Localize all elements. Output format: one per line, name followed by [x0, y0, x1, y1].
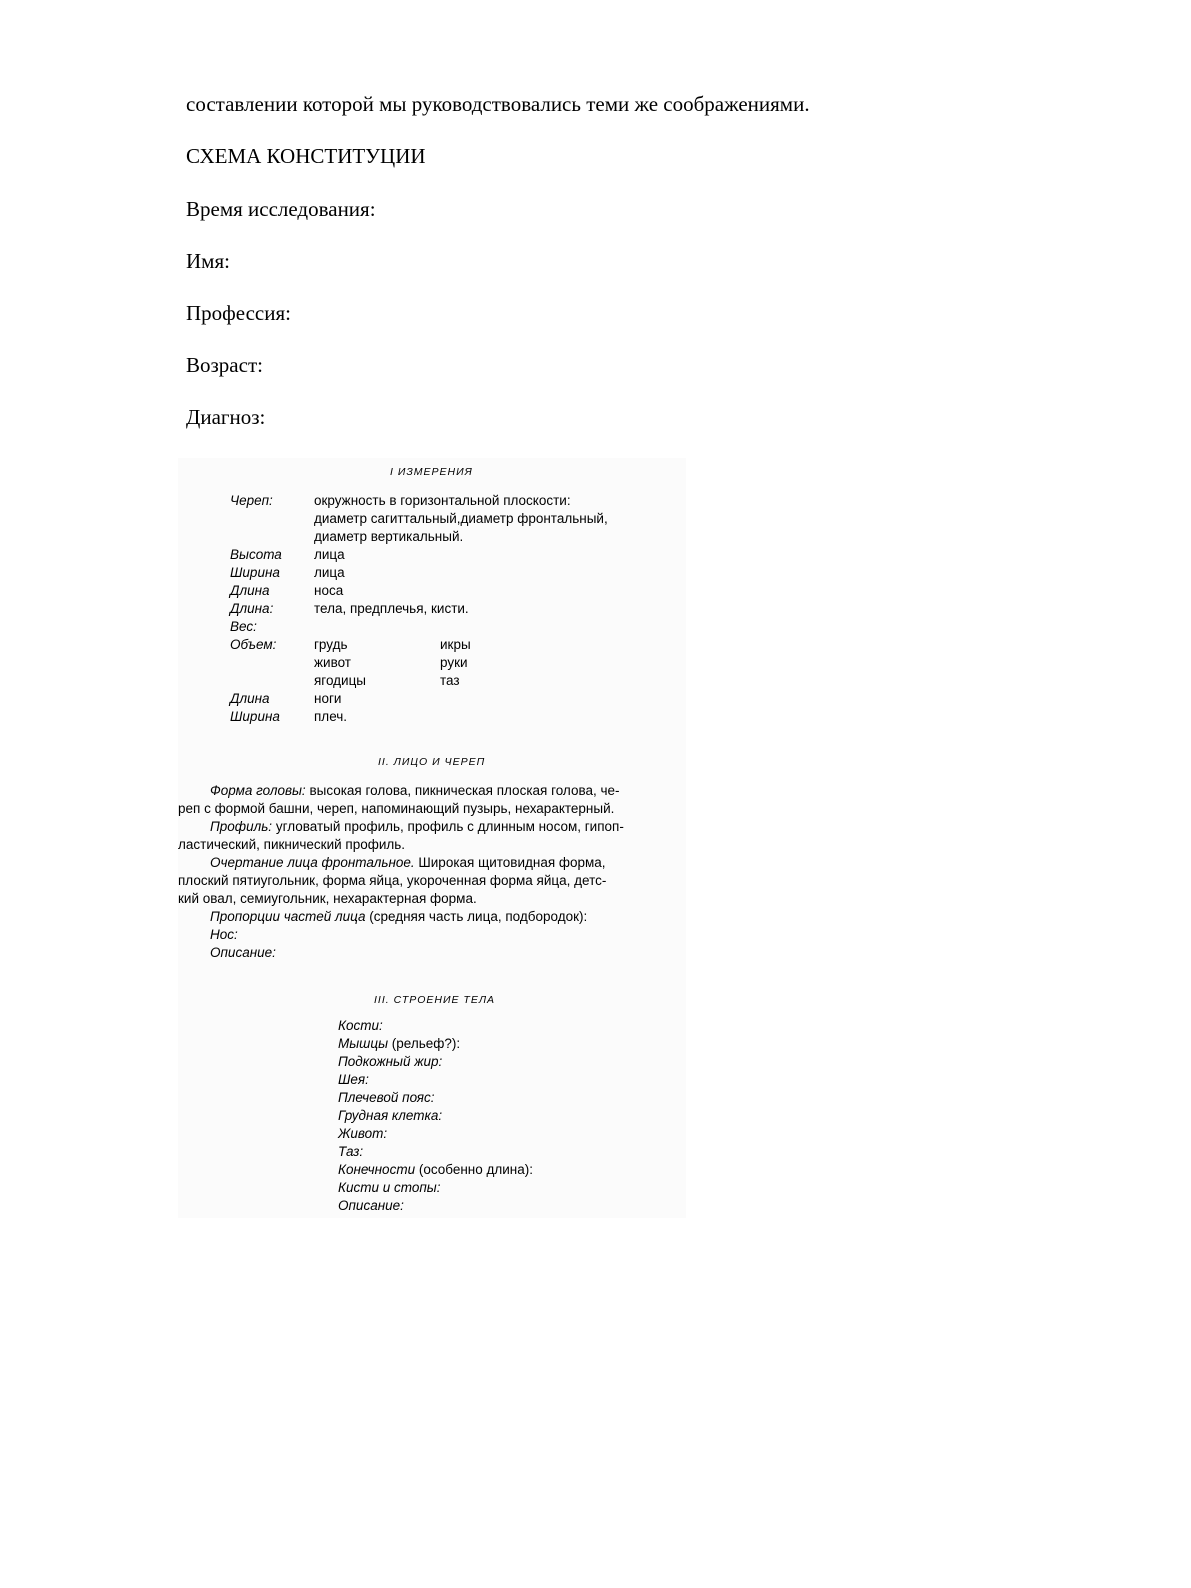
row-value-body-length: тела, предплечья, кисти. [314, 601, 469, 616]
row-label-shoulder-width: Ширина [230, 709, 280, 724]
row-label-leg-length: Длина [230, 691, 270, 706]
row-label-face-width: Ширина [230, 565, 280, 580]
row-value-chest: грудь [314, 637, 348, 652]
head-shape-line2: реп с формой башни, череп, напоминающий пузырь, нехарактерный. [178, 801, 615, 816]
body-item-muscles: Мышцы (рельеф?): [338, 1036, 461, 1051]
section1-title: I ИЗМЕРЕНИЯ [390, 466, 473, 478]
profile-line1 [210, 818, 624, 836]
row-value-arms: руки [440, 655, 468, 670]
row-label-skull: Череп: [230, 493, 273, 508]
nose-label: Нос: [210, 927, 238, 942]
head-shape-line1 [210, 782, 620, 800]
body-item-description: Описание: [338, 1198, 404, 1213]
body-item-subcutaneous-fat: Подкожный жир: [338, 1054, 443, 1069]
field-age: Возраст: [186, 353, 263, 377]
row-value-nose-length: носа [314, 583, 344, 598]
face-description-label: Описание: [210, 945, 276, 960]
body-item-hands-feet: Кисти и стопы: [338, 1180, 441, 1195]
intro-line: составлении которой мы руководствовались теми же соображениями. [186, 92, 810, 116]
row-value-face-height: лица [314, 547, 345, 562]
section2-title: II. ЛИЦО И ЧЕРЕП [378, 756, 486, 768]
proportions-label: Пропорции частей лица [210, 909, 366, 924]
field-profession: Профессия: [186, 301, 291, 325]
row-label-volume: Объем: [230, 637, 277, 652]
row-value-belly: живот [314, 655, 351, 670]
face-description-line [210, 944, 276, 962]
field-name: Имя: [186, 249, 230, 273]
row-value-shoulder-width: плеч. [314, 709, 348, 724]
body-item-neck: Шея: [338, 1072, 369, 1087]
body-item-abdomen: Живот: [338, 1126, 388, 1141]
body-item-bones: Кости: [338, 1018, 383, 1033]
profile-label: Профиль: [210, 819, 273, 834]
row-label-weight: Вес: [230, 619, 257, 634]
head-shape-text: высокая голова, пикническая плоская голова, че- [305, 783, 620, 798]
row-label-nose-length: Длина [230, 583, 270, 598]
outline-line3: кий овал, семиугольник, нехарактерная форма. [178, 891, 477, 906]
outline-line1 [210, 854, 606, 872]
outline-line2: плоский пятиугольник, форма яйца, укороченная форма яйца, детс- [178, 873, 607, 888]
row-value-skull-2: диаметр сагиттальный,диаметр фронтальный, [314, 511, 608, 526]
outline-label: Очертание лица фронтальное. [210, 855, 415, 870]
proportions-text: (средняя часть лица, подбородок): [365, 909, 588, 924]
head-shape-label: Форма головы: [210, 783, 306, 798]
field-diagnosis: Диагноз: [186, 405, 266, 429]
row-label-face-height: Высота [230, 547, 282, 562]
row-value-pelvis: таз [440, 673, 460, 688]
body-item-chest: Грудная клетка: [338, 1108, 443, 1123]
row-value-leg-length: ноги [314, 691, 342, 706]
row-value-buttocks: ягодицы [314, 673, 367, 688]
profile-text: угловатый профиль, профиль с длинным носом, гипоп- [272, 819, 624, 834]
row-value-skull-1: окружность в горизонтальной плоскости: [314, 493, 571, 508]
row-label-body-length: Длина: [230, 601, 274, 616]
outline-text: Широкая щитовидная форма, [414, 855, 606, 870]
proportions-line [210, 908, 587, 926]
row-value-face-width: лица [314, 565, 345, 580]
body-item-pelvis: Таз: [338, 1144, 364, 1159]
scheme-title: СХЕМА КОНСТИТУЦИИ [186, 144, 426, 168]
nose-line [210, 926, 238, 944]
field-exam-time: Время исследования: [186, 197, 376, 221]
body-item-shoulder-girdle: Плечевой пояс: [338, 1090, 435, 1105]
body-item-limbs: Конечности (особенно длина): [338, 1162, 534, 1177]
profile-line2: ластический, пикнический профиль. [178, 837, 406, 852]
section3-title: III. СТРОЕНИЕ ТЕЛА [374, 994, 496, 1006]
row-value-skull-3: диаметр вертикальный. [314, 529, 464, 544]
row-value-calves: икры [440, 637, 471, 652]
